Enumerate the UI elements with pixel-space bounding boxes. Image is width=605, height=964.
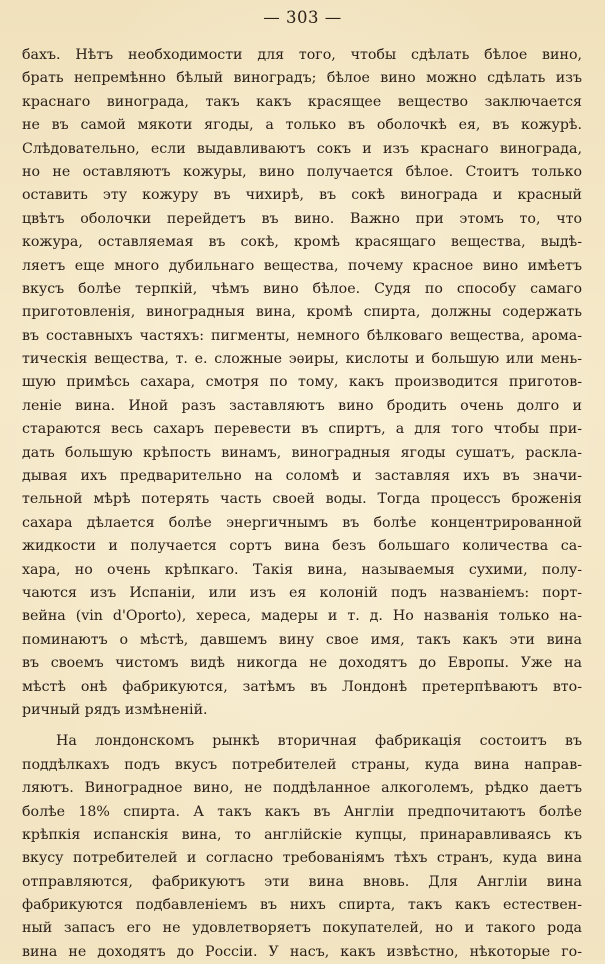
text-line: въ составныхъ частяхъ: пигменты, немного бѣлковаго вещества, арома- (22, 327, 582, 344)
text-line: сахара дѣлается болѣе энергичнымъ въ болѣе концентрированной (22, 514, 582, 531)
text-line: дать большую крѣпость винамъ, виноградныя ягоды сушатъ, раскла- (22, 444, 582, 461)
text-line: оставить эту кожуру въ чихирѣ, въ сокѣ винограда и красный (22, 187, 582, 204)
text-line: На лондонскомъ рынкѣ вторичная фабрикація состоитъ въ (56, 733, 582, 750)
text-line: цвѣтъ оболочки перейдетъ въ вино. Важно при этомъ то, что (22, 210, 582, 227)
text-line: вкусу потребителей и согласно требованіямъ тѣхъ странъ, куда вина (22, 850, 582, 867)
text-line: фабрикуются подбавленіемъ въ нихъ спирта, такъ какъ естествен- (22, 897, 582, 914)
text-line: вейна (vin d'Oporto), хереса, мадеры и т. д. Но названія только на- (22, 608, 582, 625)
text-line: бахъ. Нѣтъ необходимости для того, чтобы сдѣлать бѣлое вино, (22, 47, 582, 63)
text-line: краснаго винограда, такъ какъ красящее вещество заключается (22, 93, 582, 110)
text-line: тическія вещества, т. е. сложные эѳиры, кислоты и большую или мень- (22, 351, 582, 368)
text-line: поддѣлкахъ подъ вкусъ потребителей страны, куда вина направ- (22, 756, 582, 773)
text-line: въ своемъ чистомъ видѣ никогда не доходятъ до Европы. Уже на (22, 655, 582, 672)
text-line: ный запасъ его не удовлетворяетъ покупателей, но и такого рода (22, 920, 582, 937)
text-line: ричный рядъ измѣненій. (22, 701, 208, 718)
text-line: приготовленія, виноградныя вина, кромѣ спирта, должны содержать (22, 304, 582, 321)
text-line: ляютъ. Виноградное вино, не поддѣланное алкоголемъ, рѣдко даетъ (22, 780, 582, 797)
text-line: отправляются, фабрикуютъ эти вина вновь. Для Англіи вина (22, 873, 582, 890)
text-line: не въ самой мякоти ягоды, а только въ оболочкѣ ея, въ кожурѣ. (22, 117, 582, 134)
paragraph (22, 730, 582, 964)
text-line: дывая ихъ предварительно на соломѣ и заставляя ихъ въ значи- (22, 468, 582, 485)
text-line: брать непремѣнно бѣлый виноградъ; бѣлое вино можно сдѣлать изъ (22, 70, 582, 87)
text-line: вина не доходятъ до Россіи. У насъ, какъ извѣстно, нѣкоторые го- (22, 943, 582, 960)
text-line: шую примѣсь сахара, смотря по тому, какъ производится приготов- (22, 374, 582, 391)
text-line: вкусъ болѣе терпкій, чѣмъ вино бѣлое. Судя по способу самаго (22, 280, 582, 297)
text-line: тельной мѣрѣ потерять часть своей воды. Тогда процессъ броженія (22, 491, 582, 508)
text-line: Слѣдовательно, если выдавливаютъ сокъ и изъ краснаго винограда, (22, 140, 582, 157)
text-line: мѣстѣ онѣ фабрикуются, затѣмъ въ Лондонѣ претерпѣваютъ вто- (22, 678, 582, 695)
text-line: поминаютъ о мѣстѣ, давшемъ вину свое имя, такъ какъ эти вина (22, 631, 582, 648)
paragraph-gap (22, 722, 582, 730)
text-line: ляетъ еще много дубильнаго вещества, почему красное вино имѣетъ (22, 257, 582, 274)
page-text (22, 44, 582, 964)
text-line: жидкости и получается сортъ вина безъ большаго количества са- (22, 538, 582, 555)
text-line: болѣе 18% спирта. А такъ какъ въ Англіи предпочитаютъ болѣе (22, 803, 582, 820)
page-number: — 303 — (263, 8, 342, 27)
text-line: кожура, оставляемая въ сокѣ, кромѣ красящаго вещества, выдѣ- (22, 234, 582, 251)
text-line: крѣпкія испанскія вина, то англійскіе купцы, принаравливаясь къ (22, 826, 582, 843)
paragraph (22, 44, 582, 722)
text-line: леніе вина. Иной разъ заставляютъ вино бродить очень долго и (22, 397, 582, 414)
text-line: чаются изъ Испаніи, или изъ ея колоній подъ названіемъ: порт- (22, 584, 582, 601)
text-line: хара, но очень крѣпкаго. Такія вина, называемыя сухими, полу- (22, 561, 582, 578)
text-line: но не оставляютъ кожуры, вино получается бѣлое. Стоитъ только (22, 163, 582, 180)
text-line: стараются весь сахаръ перевести въ спиртъ, а для того чтобы при- (22, 421, 582, 438)
